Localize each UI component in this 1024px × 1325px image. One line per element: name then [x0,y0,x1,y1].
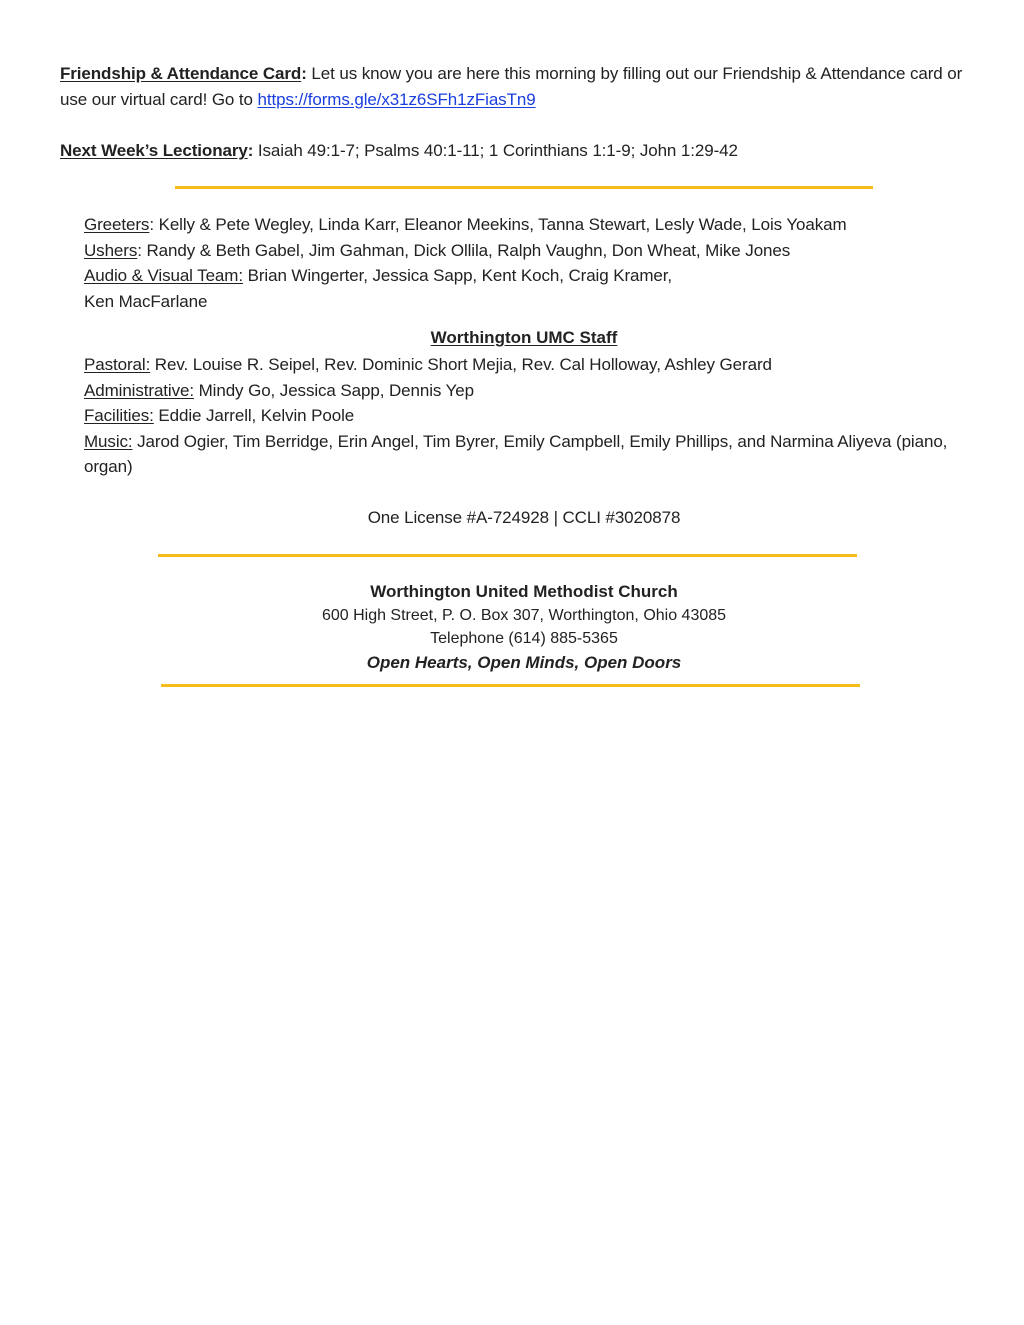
facilities-line [84,403,964,429]
lectionary-label: Next Week’s Lectionary [60,141,248,160]
ushers-colon: : [137,240,142,260]
ushers-label: Ushers [84,240,138,260]
av-team-line [84,263,984,289]
facilities-names: Eddie Jarrell, Kelvin Poole [153,406,355,425]
lectionary-colon: : [247,141,254,160]
friendship-text: Let us know you are here this morning by filling out our Friendship & Attendance card or use our virtual card! Go to [60,64,963,109]
pastoral-line [84,352,964,378]
church-address: 600 High Street, P. O. Box 307, Worthington, Ohio 43085 [321,607,727,624]
staff-title: Worthington UMC Staff [430,328,618,347]
church-motto: Open Hearts, Open Minds, Open Doors [366,653,682,672]
ushers-line [84,238,984,264]
footer-bottom-rule [161,684,860,687]
administrative-line [84,378,964,404]
facilities-label: Facilities: [84,406,154,425]
administrative-label: Administrative: [84,380,194,400]
pastoral-names: Rev. Louise R. Seipel, Rev. Dominic Short Mejia, Rev. Cal Holloway, Ashley Gerard [150,355,772,374]
music-line [84,429,964,480]
av-team-label: Audio & Visual Team: [84,266,243,285]
church-telephone: Telephone (614) 885-5365 [430,630,618,647]
lectionary-text: Isaiah 49:1-7; Psalms 40:1-11; 1 Corinthians 1:1-9; John 1:29-42 [253,141,738,160]
church-footer [0,580,1024,676]
av-team-names: Brian Wingerter, Jessica Sapp, Kent Koch, Craig Kramer, [242,266,673,285]
virtual-card-link[interactable]: https://forms.gle/x31z6SFh1zFiasTn9 [257,89,536,109]
volunteers-section [84,212,984,314]
ushers-names: Randy & Beth Gabel, Jim Gahman, Dick Ollila, Ralph Vaughn, Don Wheat, Mike Jones [141,240,791,260]
license-line: One License #A-724928 | CCLI #3020878 [367,508,681,527]
friendship-colon: : [301,64,307,83]
music-names: Jarod Ogier, Tim Berridge, Erin Angel, Tim Byrer, Emily Campbell, Emily Phillips, and Narmina Aliyeva (piano, organ) [84,431,948,476]
lectionary-paragraph [60,138,980,164]
divider-rule [175,186,873,189]
church-name: Worthington United Methodist Church [370,582,678,601]
greeters-label: Greeters [84,215,150,234]
av-team-line-2: Ken MacFarlane [84,291,208,311]
footer-top-rule [158,554,857,557]
greeters-colon: : [149,215,154,234]
greeters-line [84,212,984,238]
friendship-label: Friendship & Attendance Card [60,64,302,83]
staff-section [84,352,964,480]
administrative-names: Mindy Go, Jessica Sapp, Dennis Yep [193,380,474,400]
friendship-paragraph [60,61,980,112]
music-label: Music: [84,431,133,451]
pastoral-label: Pastoral: [84,355,151,374]
greeters-names: Kelly & Pete Wegley, Linda Karr, Eleanor Meekins, Tanna Stewart, Lesly Wade, Lois Yoakam [153,215,847,234]
